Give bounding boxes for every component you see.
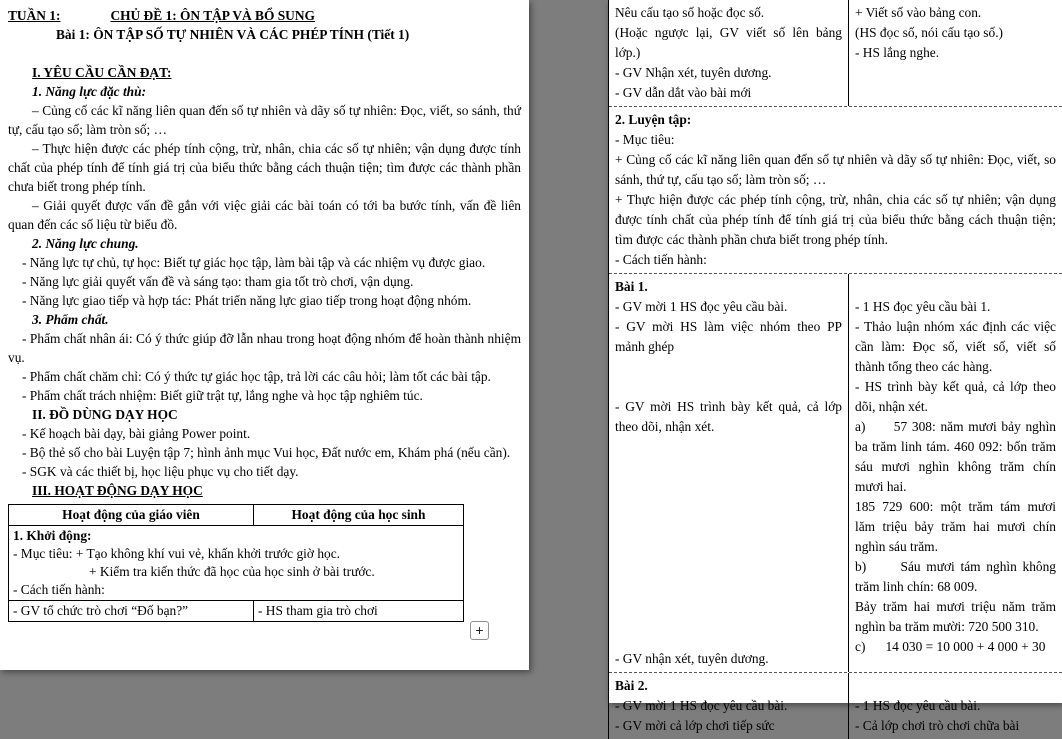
- paragraph: - Phẩm chất chăm chỉ: Có ý thức tự giác học tập, trả lời các câu hỏi; làm tốt các bài tập.: [22, 369, 491, 384]
- table-header-teacher: Hoạt động của giáo viên: [62, 507, 200, 522]
- student-line: - Cả lớp chơi trò chơi chữa bài: [855, 718, 1020, 733]
- student-activity-cell: [253, 601, 463, 621]
- paragraph: - SGK và các thiết bị, học liệu phục vụ cho tiết dạy.: [22, 464, 299, 479]
- paragraph: - Phẩm chất nhân ái: Có ý thức giúp đỡ lẫn nhau trong hoạt động nhóm để hoàn thành nhiệm vụ.: [8, 331, 521, 365]
- teacher-line: Bài 1.: [615, 279, 648, 294]
- student-line: [855, 277, 1056, 297]
- table-line: + Kiểm tra kiến thức đã học của học sinh ở bài trước.: [89, 564, 375, 579]
- paragraph: - Phẩm chất trách nhiệm: Biết giữ trật tự, lắng nghe và học tập nghiêm túc.: [22, 388, 423, 403]
- student-line: 185 729 600: một trăm tám mươi lăm triệu bảy trăm hai mươi chín nghìn sáu trăm.: [855, 499, 1056, 554]
- teacher-activity-cell: [609, 274, 848, 672]
- table-line: - Mục tiêu: + Tạo không khí vui vẻ, khấn khởi trước giờ học.: [13, 546, 340, 561]
- teacher-activity-cell: [609, 0, 848, 106]
- table-line: - Mục tiêu:: [615, 132, 675, 147]
- student-line: + Viết số vào bảng con.: [855, 5, 982, 20]
- body-paragraphs: [8, 63, 521, 500]
- teacher-line: (Hoặc ngược lại, GV viết số lên bảng lớp.): [615, 25, 842, 60]
- activity-table: [8, 504, 464, 622]
- table-line: + Củng cố các kĩ năng liên quan đến số tự nhiên và dãy số tự nhiên: Đọc, viết, so sánh, thứ tự, cấu tạo số; làm tròn số; …: [615, 152, 1056, 187]
- student-line: b) Sáu mươi tám nghìn không trăm linh chín: 68 009.: [855, 559, 1060, 594]
- teacher-line: - GV tổ chức trò chơi “Đố bạn?”: [13, 603, 189, 618]
- teacher-line: - GV nhận xét, tuyên dương.: [615, 651, 769, 666]
- student-line: Bảy trăm hai mươi triệu năm trăm nghìn ba trăm mười: 720 500 310.: [855, 599, 1056, 634]
- student-line: a) 57 308: năm mươi bảy nghìn ba trăm linh tám. 460 092: bốn trăm sáu mươi nghìn không trăm chín mươi hai.: [855, 419, 1060, 494]
- paragraph: - Năng lực giao tiếp và hợp tác: Phát triển năng lực giao tiếp trong hoạt động nhóm.: [22, 293, 472, 308]
- student-line: - HS lắng nghe.: [855, 45, 940, 60]
- teacher-line: - GV mời cả lớp chơi tiếp sức: [615, 718, 775, 733]
- paragraph: 1. Năng lực đặc thù:: [32, 84, 147, 99]
- table-row-warmup: [9, 600, 463, 621]
- student-line: - Thảo luận nhóm xác định các việc cần làm: Đọc số, viết số, viết số thành tổng theo các hàng.: [855, 319, 1056, 374]
- table-header-student: Hoạt động của học sinh: [253, 505, 463, 525]
- paragraph: 2. Năng lực chung.: [32, 236, 139, 251]
- teacher-line: Nêu cấu tạo số hoặc đọc số.: [615, 5, 765, 20]
- student-line: - HS tham gia trò chơi: [258, 603, 378, 618]
- student-activity-cell: [848, 274, 1062, 672]
- table-row-practice-intro: [609, 107, 1062, 274]
- table-line: + Thực hiện được các phép tính cộng, trừ, nhân, chia các số tự nhiên; vận dụng được tính chất của phép tính để tính giá trị của biểu thức bằng cách thuận tiện; tìm được các thành phần chưa biết trong phép tính.: [615, 192, 1056, 247]
- table-row-exercise1: [609, 274, 1062, 673]
- lesson-title: Bài 1: ÔN TẬP SỐ TỰ NHIÊN VÀ CÁC PHÉP TÍNH (Tiết 1): [56, 27, 410, 42]
- paragraph: – Thực hiện được các phép tính cộng, trừ, nhân, chia các số tự nhiên; vận dụng được tính chất của phép tính để tính giá trị của biểu thức bằng cách thuận tiện; tìm được các thành phần chưa biết trong phép tính.: [8, 141, 521, 194]
- student-activity-cell: [848, 673, 1062, 739]
- student-line: c) 14 030 = 10 000 + 4 000 + 30: [855, 639, 1046, 654]
- table-line: 2. Luyện tập:: [615, 112, 692, 127]
- page-right[interactable]: [608, 0, 1062, 733]
- paragraph: - Năng lực tự chủ, tự học: Biết tự giác học tập, làm bài tập và các nhiệm vụ được giao.: [22, 255, 486, 270]
- table-row-warmup-intro: [9, 525, 463, 600]
- paragraph: III. HOẠT ĐỘNG DẠY HỌC: [32, 483, 203, 498]
- paragraph: – Giải quyết được vấn đề gắn với việc giải các bài toán có tới ba bước tính, vấn đề liên quan đến các số liệu từ biểu đồ.: [8, 198, 521, 232]
- teacher-line: - GV dẫn dắt vào bài mới: [615, 85, 752, 100]
- table-header-row: [9, 505, 463, 525]
- topic-label: CHỦ ĐỀ 1: ÔN TẬP VÀ BỔ SUNG: [110, 8, 315, 23]
- student-activity-cell: [848, 0, 1062, 106]
- student-line: [855, 676, 1056, 696]
- table-row-exercise2: [609, 673, 1062, 739]
- teacher-activity-cell: [9, 601, 253, 621]
- teacher-line: - GV Nhận xét, tuyên dương.: [615, 65, 772, 80]
- table-line: 1. Khởi động:: [13, 528, 92, 543]
- teacher-activity-cell: [609, 673, 848, 739]
- table-line: - Cách tiến hành:: [13, 582, 105, 597]
- week-label: TUẦN 1:: [8, 8, 61, 23]
- student-line: (HS đọc số, nói cấu tạo số.): [855, 25, 1004, 40]
- insert-button[interactable]: +: [470, 621, 489, 640]
- activity-table-continued: [608, 0, 1062, 739]
- document-header: [8, 6, 521, 25]
- paragraph: – Củng cố các kĩ năng liên quan đến số tự nhiên và dãy số tự nhiên: Đọc, viết, so sánh, thứ tự, cấu tạo số; làm tròn số; …: [8, 103, 521, 137]
- teacher-line: - GV mời HS làm việc nhóm theo PP mảnh ghép: [615, 319, 842, 354]
- teacher-line: - GV mời HS trình bày kết quả, cả lớp theo dõi, nhận xét.: [615, 399, 842, 434]
- paragraph: 3. Phẩm chất.: [32, 312, 109, 327]
- teacher-line: - GV mời 1 HS đọc yêu cầu bài.: [615, 299, 788, 314]
- teacher-line: Bài 2.: [615, 678, 648, 693]
- teacher-line: - GV mời 1 HS đọc yêu cầu bài.: [615, 698, 788, 713]
- page-left[interactable]: [0, 0, 529, 670]
- student-line: - 1 HS đọc yêu cầu bài.: [855, 698, 981, 713]
- paragraph: II. ĐỒ DÙNG DẠY HỌC: [32, 407, 178, 422]
- table-row-warmup-continued: [609, 0, 1062, 107]
- paragraph: - Năng lực giải quyết vấn đề và sáng tạo: tham gia tốt trò chơi, vận dụng.: [22, 274, 414, 289]
- paragraph: - Bộ thẻ số cho bài Luyện tập 7; hình ảnh mục Vui học, Đất nước em, Khám phá (nếu cần).: [22, 445, 511, 460]
- paragraph: - Kế hoạch bài dạy, bài giảng Power point.: [22, 426, 251, 441]
- student-line: - HS trình bày kết quả, cả lớp theo dõi, nhận xét.: [855, 379, 1056, 414]
- student-line: - 1 HS đọc yêu cầu bài 1.: [855, 299, 991, 314]
- paragraph: I. YÊU CẦU CẦN ĐẠT:: [32, 65, 172, 80]
- table-line: - Cách tiến hành:: [615, 252, 707, 267]
